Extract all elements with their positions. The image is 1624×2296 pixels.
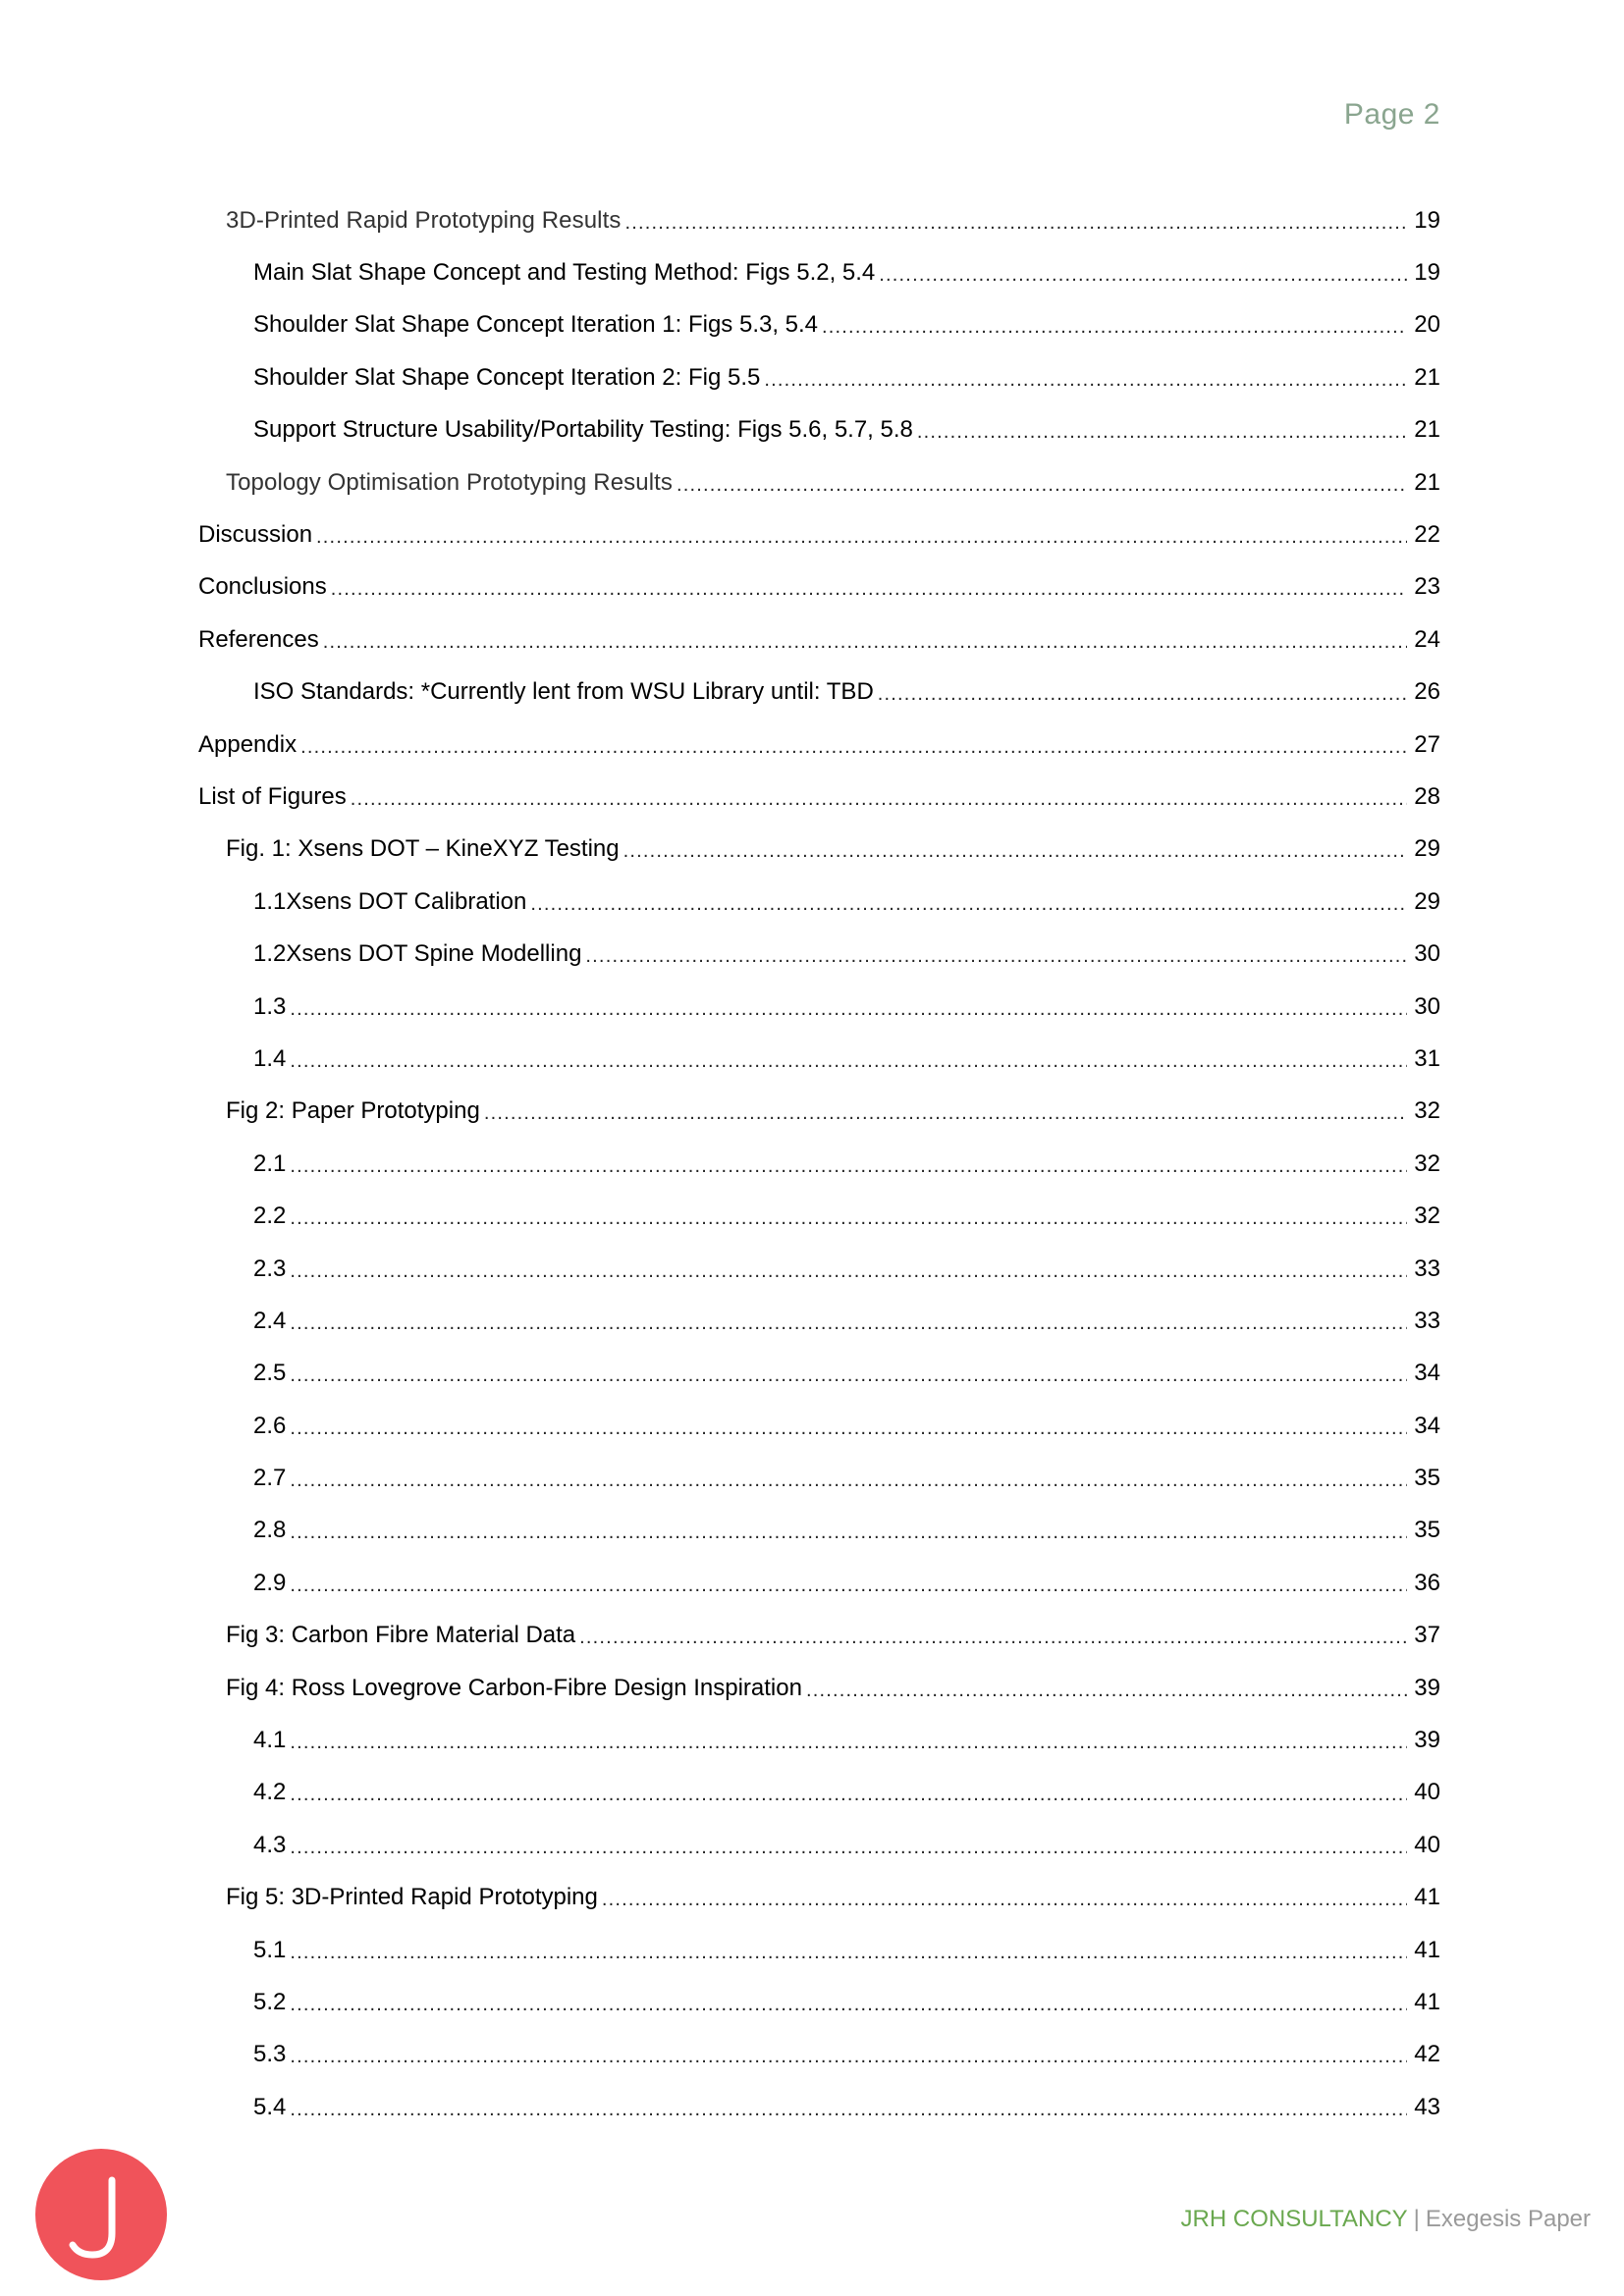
toc-dot-leader (585, 944, 1407, 968)
toc-entry[interactable] (198, 824, 1440, 876)
toc-entry-page: 32 (1414, 1202, 1440, 1230)
toc-entry-title: 1.4 (253, 1044, 287, 1072)
toc-entry-title: Fig 5: 3D-Printed Rapid Prototyping (226, 1884, 598, 1911)
toc-entry-page: 33 (1414, 1255, 1440, 1282)
toc-dot-leader (290, 1049, 1407, 1073)
toc-entry-page: 39 (1414, 1727, 1440, 1754)
toc-dot-leader (290, 1941, 1407, 1964)
toc-dot-leader (290, 2098, 1407, 2121)
toc-entry-page: 36 (1414, 1569, 1440, 1596)
toc-entry-page: 35 (1414, 1465, 1440, 1492)
toc-entry[interactable] (198, 1400, 1440, 1452)
toc-entry-page: 26 (1414, 678, 1440, 706)
footer-separator: | (1413, 2206, 1420, 2232)
toc-entry-page: 21 (1414, 363, 1440, 391)
toc-entry-page: 41 (1414, 1988, 1440, 2015)
toc-entry[interactable] (198, 1714, 1440, 1766)
toc-entry[interactable] (198, 1505, 1440, 1557)
toc-entry[interactable] (198, 2081, 1440, 2133)
toc-entry-page: 41 (1414, 1936, 1440, 1963)
toc-entry-title: Shoulder Slat Shape Concept Iteration 2: Fig 5.5 (253, 363, 761, 391)
toc-entry[interactable] (198, 771, 1440, 823)
toc-dot-leader (917, 420, 1407, 444)
toc-entry-title: 5.2 (253, 1988, 287, 2015)
toc-entry-title: 1.3 (253, 992, 287, 1020)
toc-entry[interactable] (198, 1138, 1440, 1190)
toc-entry-page: 30 (1414, 992, 1440, 1020)
toc-entry[interactable] (198, 1872, 1440, 1924)
page-number: Page 2 (1343, 98, 1440, 131)
document-type: Exegesis Paper (1425, 2206, 1591, 2232)
toc-dot-leader (290, 1993, 1407, 2016)
toc-dot-leader (530, 892, 1407, 916)
toc-entry[interactable] (198, 1243, 1440, 1295)
toc-dot-leader (677, 473, 1407, 497)
toc-entry-page: 40 (1414, 1831, 1440, 1858)
toc-dot-leader (579, 1626, 1407, 1649)
toc-entry-title: List of Figures (198, 782, 347, 810)
toc-entry[interactable] (198, 1610, 1440, 1662)
toc-entry[interactable] (198, 1767, 1440, 1819)
toc-dot-leader (879, 263, 1407, 287)
toc-entry-title: Discussion (198, 521, 313, 549)
toc-entry-title: 5.1 (253, 1936, 287, 1963)
toc-dot-leader (764, 368, 1407, 392)
toc-entry-page: 29 (1414, 887, 1440, 915)
toc-dot-leader (290, 1836, 1407, 1859)
toc-dot-leader (290, 1363, 1407, 1387)
toc-entry-title: 5.3 (253, 2041, 287, 2068)
toc-entry-title: 2.8 (253, 1517, 287, 1544)
toc-entry[interactable] (198, 246, 1440, 298)
toc-dot-leader (602, 1888, 1407, 1911)
toc-entry-title: Conclusions (198, 573, 327, 601)
toc-dot-leader (290, 2045, 1407, 2068)
toc-entry[interactable] (198, 1452, 1440, 1504)
toc-entry-page: 31 (1414, 1044, 1440, 1072)
toc-entry[interactable] (198, 456, 1440, 508)
toc-entry-page: 21 (1414, 416, 1440, 444)
toc-entry-title: 2.3 (253, 1255, 287, 1282)
toc-entry[interactable] (198, 404, 1440, 456)
toc-dot-leader (290, 1731, 1407, 1754)
toc-entry-title: 2.2 (253, 1202, 287, 1230)
toc-entry-title: 2.9 (253, 1569, 287, 1596)
toc-dot-leader (624, 211, 1407, 235)
toc-entry-number: 1.2 (253, 940, 287, 968)
toc-entry-page: 24 (1414, 625, 1440, 653)
toc-dot-leader (300, 735, 1407, 759)
toc-entry-page: 19 (1414, 259, 1440, 287)
toc-entry[interactable] (198, 2029, 1440, 2081)
toc-dot-leader (878, 682, 1407, 706)
letter-j-logo-icon (35, 2149, 167, 2280)
toc-entry-page: 20 (1414, 311, 1440, 339)
toc-dot-leader (623, 839, 1407, 863)
toc-entry-page: 21 (1414, 468, 1440, 496)
toc-entry[interactable] (198, 1348, 1440, 1400)
toc-dot-leader (290, 1416, 1407, 1440)
toc-entry-title: Fig 2: Paper Prototyping (226, 1097, 480, 1125)
toc-dot-leader (290, 1468, 1407, 1492)
footer-brand (1181, 2206, 1591, 2233)
toc-entry[interactable] (198, 667, 1440, 719)
toc-entry-page: 22 (1414, 521, 1440, 549)
toc-entry[interactable] (198, 1190, 1440, 1242)
toc-dot-leader (316, 525, 1407, 549)
toc-entry-title: Xsens DOT Spine Modelling (286, 940, 582, 968)
toc-entry[interactable] (198, 1557, 1440, 1609)
toc-entry-page: 27 (1414, 730, 1440, 758)
toc-entry[interactable] (198, 719, 1440, 771)
toc-entry-page: 35 (1414, 1517, 1440, 1544)
toc-entry-page: 39 (1414, 1674, 1440, 1701)
toc-entry-title: Fig 3: Carbon Fibre Material Data (226, 1622, 576, 1649)
toc-dot-leader (484, 1101, 1407, 1125)
toc-entry-page: 29 (1414, 835, 1440, 863)
toc-dot-leader (822, 315, 1407, 339)
toc-entry-number: 1.1 (253, 887, 287, 915)
toc-entry-page: 33 (1414, 1307, 1440, 1334)
toc-entry-title: ISO Standards: *Currently lent from WSU Library until: TBD (253, 678, 874, 706)
toc-entry[interactable] (198, 928, 1440, 980)
toc-entry-page: 19 (1414, 206, 1440, 234)
toc-entry[interactable] (198, 1086, 1440, 1138)
toc-entry-page: 40 (1414, 1779, 1440, 1806)
jrh-logo (35, 2149, 167, 2280)
toc-entry-title: References (198, 625, 319, 653)
toc-entry-title: 4.3 (253, 1831, 287, 1858)
toc-entry-page: 30 (1414, 940, 1440, 968)
toc-dot-leader (290, 1783, 1407, 1806)
toc-entry-page: 34 (1414, 1360, 1440, 1387)
toc-dot-leader (806, 1679, 1407, 1702)
toc-dot-leader (290, 1574, 1407, 1597)
toc-entry-title: Appendix (198, 730, 298, 758)
toc-entry[interactable] (198, 561, 1440, 614)
toc-entry-page: 42 (1414, 2041, 1440, 2068)
toc-entry[interactable] (198, 1976, 1440, 2028)
company-name: JRH CONSULTANCY (1180, 2206, 1408, 2232)
toc-entry[interactable] (198, 508, 1440, 561)
toc-entry-title: Main Slat Shape Concept and Testing Method: Figs 5.2, 5.4 (253, 259, 876, 287)
toc-dot-leader (290, 1259, 1407, 1283)
toc-entry[interactable] (198, 876, 1440, 928)
toc-entry-page: 41 (1414, 1884, 1440, 1911)
toc-entry[interactable] (198, 1924, 1440, 1976)
toc-entry-title: Fig 4: Ross Lovegrove Carbon-Fibre Design Inspiration (226, 1674, 802, 1701)
toc-entry-page: 37 (1414, 1622, 1440, 1649)
table-of-contents (198, 194, 1440, 2133)
toc-entry-title: 2.1 (253, 1149, 287, 1177)
toc-entry-page: 23 (1414, 573, 1440, 601)
toc-entry-page: 32 (1414, 1149, 1440, 1177)
toc-entry-title: 5.4 (253, 2093, 287, 2120)
toc-entry-title: 2.4 (253, 1307, 287, 1334)
toc-entry-title: Xsens DOT Calibration (286, 887, 527, 915)
toc-dot-leader (290, 997, 1407, 1021)
toc-dot-leader (351, 787, 1407, 811)
toc-entry[interactable] (198, 1295, 1440, 1347)
toc-entry[interactable] (198, 1033, 1440, 1085)
toc-entry-title: Support Structure Usability/Portability Testing: Figs 5.6, 5.7, 5.8 (253, 416, 913, 444)
toc-entry-title: 3D-Printed Rapid Prototyping Results (226, 206, 622, 234)
toc-entry-page: 32 (1414, 1097, 1440, 1125)
toc-dot-leader (290, 1311, 1407, 1335)
toc-entry-title: Shoulder Slat Shape Concept Iteration 1: Figs 5.3, 5.4 (253, 311, 819, 339)
toc-entry-title: Topology Optimisation Prototyping Results (226, 468, 673, 496)
toc-entry[interactable] (198, 299, 1440, 351)
toc-dot-leader (331, 577, 1407, 601)
toc-dot-leader (290, 1521, 1407, 1544)
toc-entry-title: 4.2 (253, 1779, 287, 1806)
toc-entry[interactable] (198, 981, 1440, 1033)
toc-entry[interactable] (198, 614, 1440, 666)
toc-dot-leader (290, 1154, 1407, 1178)
toc-entry-title: 2.6 (253, 1412, 287, 1439)
toc-entry-page: 43 (1414, 2093, 1440, 2120)
toc-dot-leader (323, 630, 1407, 654)
toc-entry-title: 2.7 (253, 1465, 287, 1492)
toc-entry-page: 28 (1414, 782, 1440, 810)
toc-entry-title: 2.5 (253, 1360, 287, 1387)
toc-entry[interactable] (198, 194, 1440, 246)
toc-entry[interactable] (198, 1662, 1440, 1714)
toc-entry[interactable] (198, 351, 1440, 403)
toc-entry[interactable] (198, 1819, 1440, 1871)
toc-entry-page: 34 (1414, 1412, 1440, 1439)
toc-entry-title: 4.1 (253, 1727, 287, 1754)
toc-dot-leader (290, 1206, 1407, 1230)
toc-entry-title: Fig. 1: Xsens DOT – KineXYZ Testing (226, 835, 620, 863)
